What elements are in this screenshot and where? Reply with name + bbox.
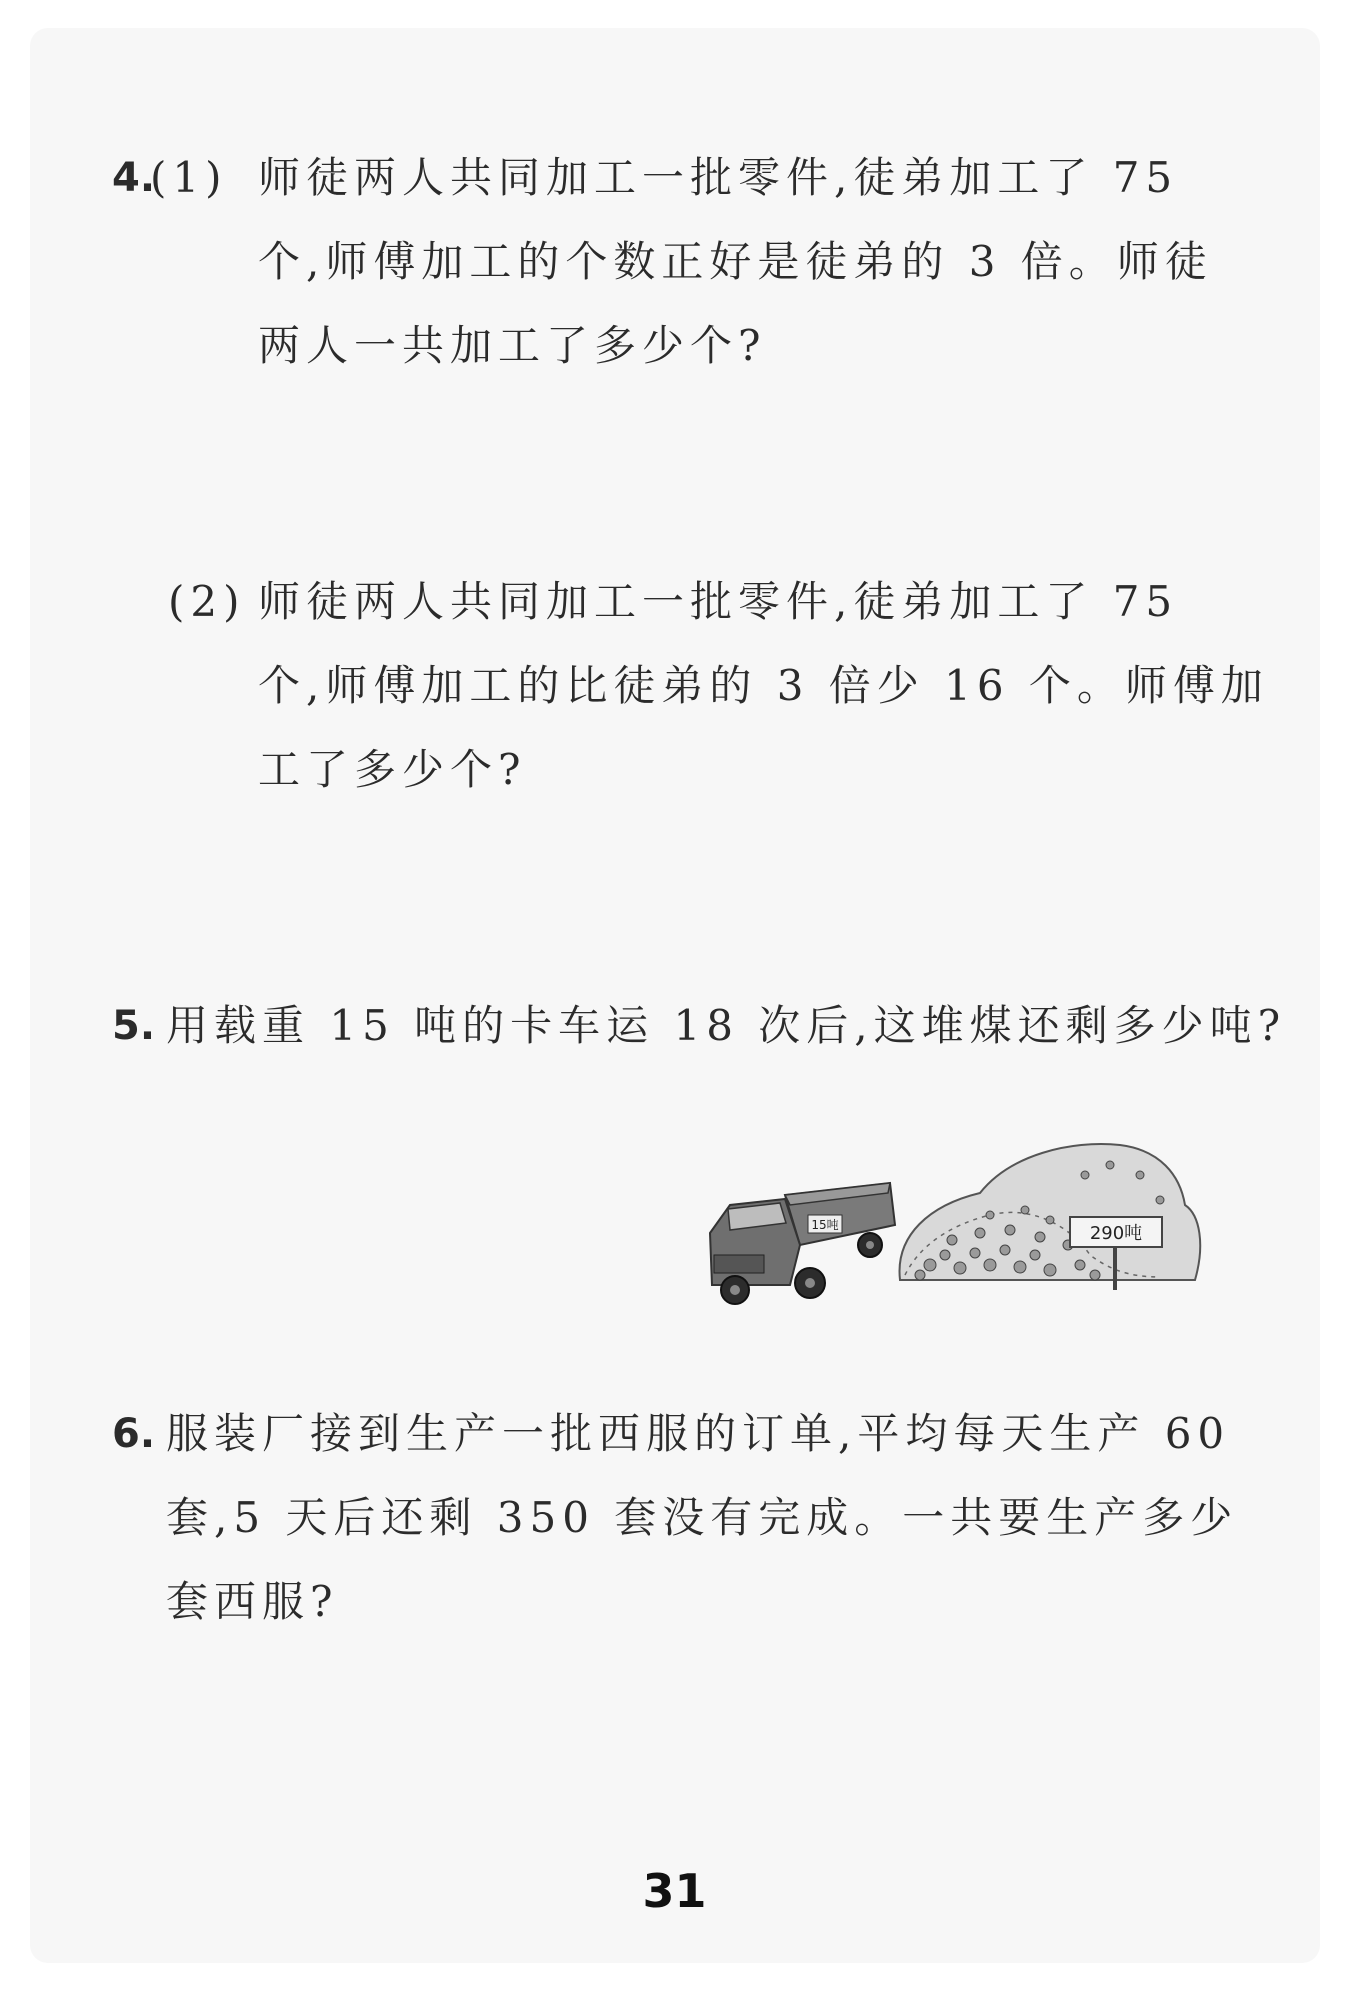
problem-number: 5. — [112, 1003, 156, 1049]
coal-pile-icon — [900, 1144, 1201, 1290]
question-text-line: 服装厂接到生产一批西服的订单,平均每天生产 60 — [166, 1409, 1231, 1458]
page-number: 31 — [642, 1864, 707, 1918]
question-text-line: 套,5 天后还剩 350 套没有完成。一共要生产多少 — [166, 1493, 1239, 1542]
sub-question-label: (2) — [168, 577, 246, 626]
pile-weight-label: 290吨 — [1089, 1223, 1143, 1244]
question-text-line: 师徒两人共同加工一批零件,徒弟加工了 75 — [258, 153, 1179, 202]
truck-icon — [710, 1183, 895, 1304]
truck-capacity-label: 15吨 — [811, 1218, 839, 1232]
question-text-line: 工了多少个? — [258, 745, 527, 794]
truck-and-coal-pile-illustration — [690, 1105, 1210, 1345]
problem-number: 4. — [112, 155, 156, 201]
question-text-line: 套西服? — [166, 1577, 339, 1626]
question-text-line: 个,师傅加工的比徒弟的 3 倍少 16 个。师傅加 — [258, 661, 1269, 710]
question-text-line: 师徒两人共同加工一批零件,徒弟加工了 75 — [258, 577, 1179, 626]
question-text-line: 用载重 15 吨的卡车运 18 次后,这堆煤还剩多少吨? — [166, 1001, 1287, 1050]
sub-question-label: (1) — [150, 153, 228, 202]
problem-number: 6. — [112, 1411, 156, 1457]
question-text-line: 两人一共加工了多少个? — [258, 321, 767, 370]
question-text-line: 个,师傅加工的个数正好是徒弟的 3 倍。师徒 — [258, 237, 1213, 286]
